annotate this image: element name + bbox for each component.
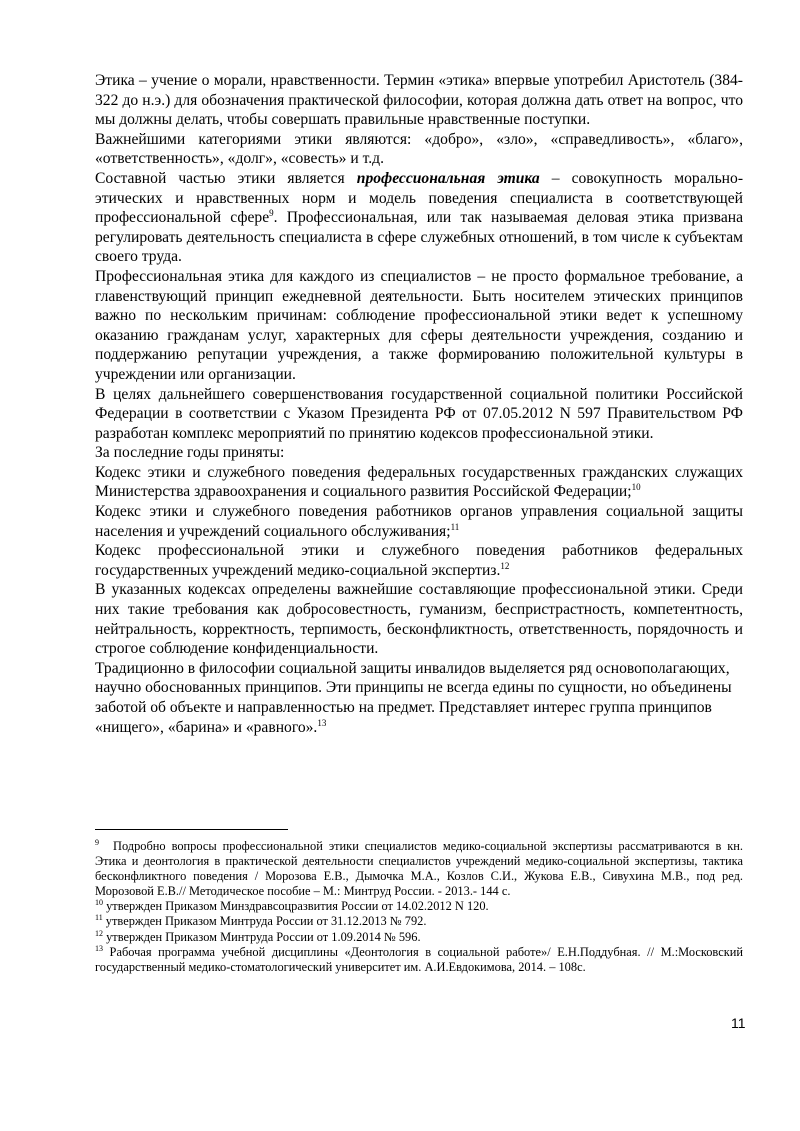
paragraph-code-minzdrav [95, 463, 743, 502]
footnote-9 [95, 839, 743, 899]
footnote-ref-10[interactable]: 10 [631, 482, 641, 493]
paragraph-code-requirements: В указанных кодексах определены важнейшие составляющие профессиональной этики. Среди них такие требования как добросовестность, гуманизм, беспристрастность, компетентность, нейтральность, корректность, терпимость, бесконфликтность, ответственность, порядочность и строгое соблюдение конфиденциальности. [95, 581, 743, 658]
footnote-13 [95, 945, 743, 975]
main-text [95, 71, 743, 737]
footnote-text: утвержден Приказом Минтруда России от 31.12.2013 № 792. [102, 914, 427, 929]
footnote-10 [95, 899, 743, 914]
footnote-number: 11 [95, 913, 103, 923]
footnote-ref-9[interactable]: 9 [269, 208, 274, 219]
paragraph-adopted-heading: За последние годы приняты: [95, 444, 285, 462]
footnote-separator [95, 829, 288, 830]
text-segment: Кодекс профессиональной этики и служебного поведения работников федеральных государственных учреждений медико-социальной экспертиз. [95, 542, 743, 579]
paragraph-ethics-categories: Важнейшими категориями этики являются: «добро», «зло», «справедливость», «благо», «ответственность», «долг», «совесть» и т.д. [95, 130, 743, 168]
text-segment: . Профессиональная, или так называемая деловая этика призвана регулировать деятельность специалиста в сфере служебных отношений, в том числе к субъектам своего труда. [95, 209, 744, 266]
paragraph-ethics-definition: Этика – учение о морали, нравственности. Термин «этика» впервые употребил Аристотель (384-322 до н.э.) для обозначения практической философии, которая должна дать ответ на вопрос, что мы должны делать, чтобы совершать правильные нравственные поступки. [95, 72, 743, 129]
footnote-text: Подробно вопросы профессиональной этики специалистов медико-социальной экспертизы рассматриваются в кн. Этика и деонтология в практической деятельности специалистов учреждений медико-социальной экспертизы, тактика бесконфликтного поведения / Морозова Е.В., Дымочка М.А., Козлов С.И., Жукова Е.В., Сивухина М.В., под ред. Морозовой Е.В.// Методическое пособие – М.: Минтруд России. - 2013.- 144 с. [95, 839, 743, 899]
paragraph-ethics-importance: Профессиональная этика для каждого из специалистов – не просто формальное требование, а главенствующий принцип ежедневной деятельности. Быть носителем этических принципов важно по нескольким причинам: соблюдение профессиональной этики ведет к успешному оказанию гражданам услуг, характерных для сферы деятельности учреждения, созданию и поддержанию репутации учреждения, а также формированию положительной культуры в учреждении или организации. [95, 267, 743, 383]
paragraph-code-social-protection [95, 502, 743, 541]
text-segment: Кодекс этики и служебного поведения работников органов управления социальной защиты населения и учреждений социального обслуживания; [95, 503, 743, 540]
paragraph-state-policy: В целях дальнейшего совершенствования государственной социальной политики Российской Федерации в соответствии с Указом Президента РФ от 07.05.2012 N 597 Правительством РФ разработан комплекс мероприятий по принятию кодексов профессиональной этики. [95, 385, 743, 442]
footnote-number: 10 [95, 898, 103, 908]
paragraph-code-mse [95, 541, 743, 580]
footnote-number: 9 [95, 838, 99, 847]
text-segment: Составной частью этики является [95, 169, 357, 187]
text-segment: Традиционно в философии социальной защиты инвалидов выделяется ряд основополагающих, научно обоснованных принципов. Эти принципы не всегда едины по сущности, но объединены заботой об объекте и направленностью на предмет. Представляет интерес группа принципов «нищего», «барина» и «равного». [95, 659, 732, 736]
paragraph-principles [95, 659, 743, 737]
footnotes [95, 839, 743, 975]
footnote-ref-11[interactable]: 11 [450, 521, 460, 532]
paragraph-professional-ethics [95, 169, 743, 267]
footnote-12 [95, 930, 743, 945]
footnote-number: 13 [95, 943, 103, 953]
page-number: 11 [731, 1015, 746, 1031]
footnote-text: утвержден Приказом Минтруда России от 1.09.2014 № 596. [103, 929, 421, 944]
footnote-11 [95, 914, 743, 929]
text-segment: – совокупность морально-этических и нравственных норм и модель поведения специалиста в соответствующей профессиональной сфере [95, 169, 744, 227]
footnote-ref-13[interactable]: 13 [317, 717, 327, 728]
footnote-text: утвержден Приказом Минздравсоцразвития России от 14.02.2012 N 120. [103, 899, 489, 914]
footnote-text: Рабочая программа учебной дисциплины «Деонтология в социальной работе»/ Е.Н.Поддубная. // М.:Московский государственный медико-стоматологический университет им. А.И.Евдокимова, 2014. – 108с. [95, 944, 743, 974]
footnote-ref-12[interactable]: 12 [500, 560, 510, 571]
footnote-number: 12 [95, 928, 103, 938]
emphasized-term: профессиональная этика [356, 169, 540, 187]
text-segment: Кодекс этики и служебного поведения федеральных государственных гражданских служащих Министерства здравоохранения и социального развития Российской Федерации; [95, 463, 743, 501]
